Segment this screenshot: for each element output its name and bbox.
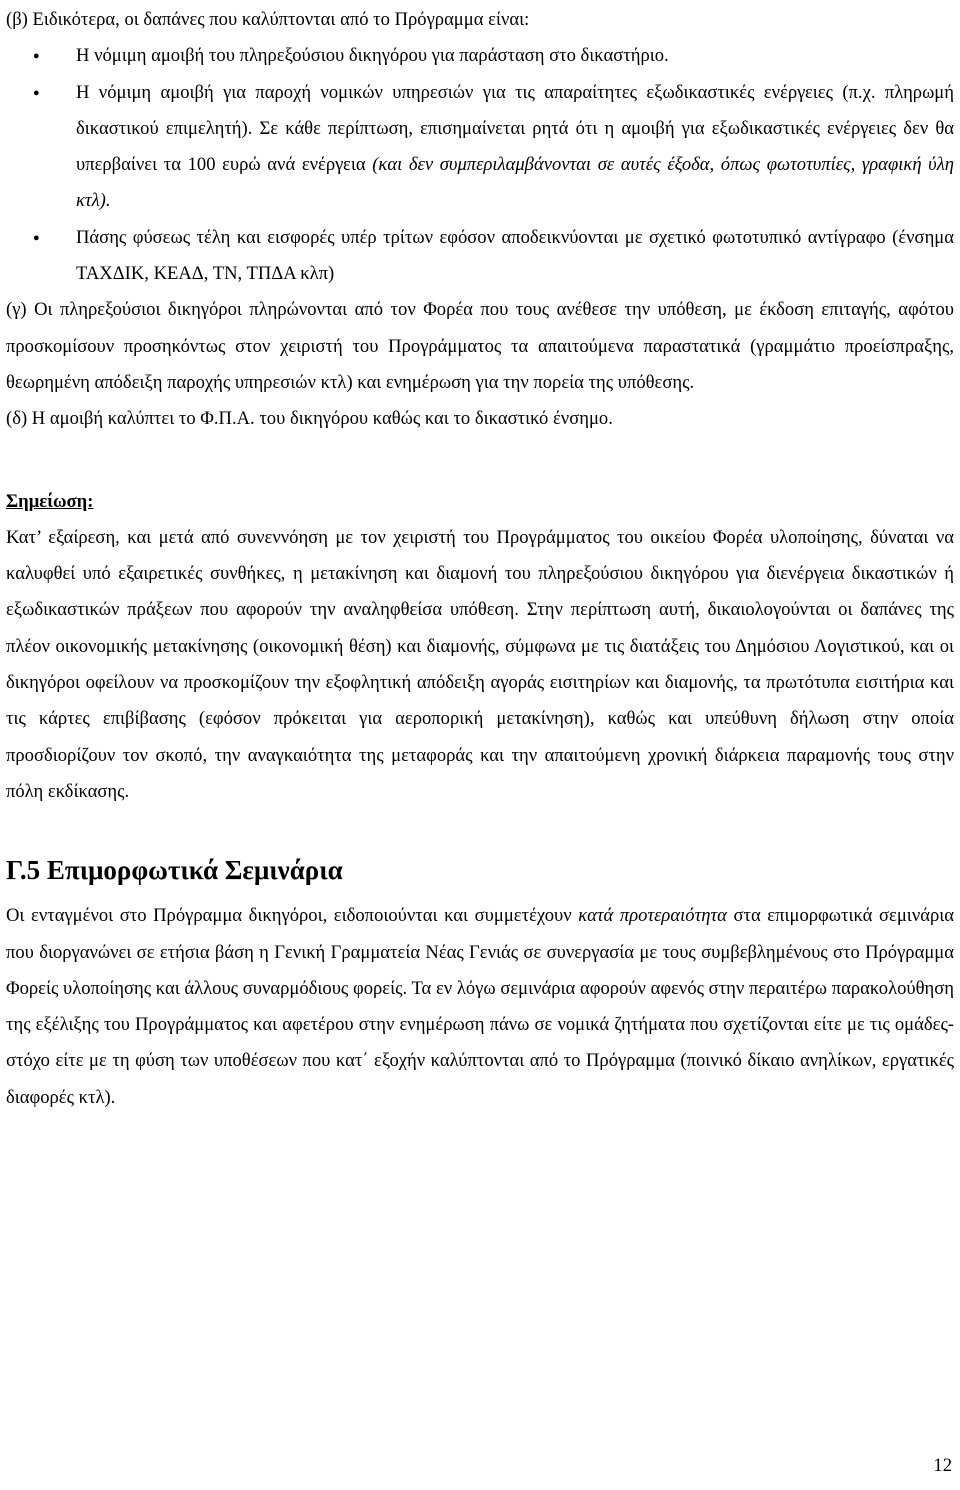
section-d-paragraph: (δ) Η αμοιβή καλύπτει το Φ.Π.Α. του δικηγόρου καθώς και το δικαστικό ένσημο. [6,408,613,430]
list-item: ● Η νόμιμη αμοιβή του πληρεξούσιου δικηγόρου για παράσταση στο δικαστήριο. [6,38,954,74]
section-b-bullet-list [6,38,954,292]
list-item: ● Η νόμιμη αμοιβή για παροχή νομικών υπηρεσιών για τις απαραίτητες εξωδικαστικές ενέργειες (π.χ. πληρωμή δικαστικού επιμελητή). Σε κάθε περίπτωση, επισημαίνεται ρητά ότι η αμοιβή για εξωδικαστικές ενέργειες δεν θα υπερβαίνει τα 100 ευρώ ανά ενέργεια (και δεν συμπεριλαμβάνονται σε αυτές έξοδα, όπως φωτοτυπίες, γραφική ύλη κτλ). [6,75,954,220]
section-heading-g5: Γ.5 Επιμορφωτικά Σεμινάρια [6,855,343,886]
list-item: ● Πάσης φύσεως τέλη και εισφορές υπέρ τρίτων εφόσον αποδεικνύονται με σχετικό φωτοτυπικό αντίγραφο (ένσημα ΤΑΧΔΙΚ, ΚΕΑΔ, ΤΝ, ΤΠΔΑ κλπ) [6,220,954,293]
note-paragraph: Κατ’ εξαίρεση, και μετά από συνεννόηση με τον χειριστή του Προγράμματος του οικείου Φορέα υλοποίησης, δύναται να καλυφθεί υπό εξαιρετικές συνθήκες, η μετακίνηση και διαμονή του πληρεξούσιου δικηγόρου για διενέργεια δικαστικών ή εξωδικαστικών πράξεων που αφορούν την αναληφθείσα υπόθεση. Στην περίπτωση αυτή, δικαιολογούνται οι δαπάνες της πλέον οικονομικής μετακίνησης (οικονομική θέση) και διαμονής, σύμφωνα με τις διατάξεις του Δημόσιου Λογιστικού, και οι δικηγόροι οφείλουν να προσκομίζουν την εξοφλητική απόδειξη αγοράς εισιτηρίων και διαμονής, τα πρωτότυπα εισιτήρια και τις κάρτες επιβίβασης (εφόσον πρόκειται για αεροπορική μετακίνηση), καθώς και υπεύθυνη δήλωση στην οποία προσδιορίζουν τον σκοπό, την αναγκαιότητα της μεταφοράς και την απαιτούμενη χρονική διάρκεια παραμονής τους στην πόλη εκδίκασης. [6,526,954,802]
document-page [6,0,954,1116]
section-c-paragraph: (γ) Οι πληρεξούσιοι δικηγόροι πληρώνονται από τον Φορέα που τους ανέθεσε την υπόθεση, με έκδοση επιταγής, αφότου προσκομίσουν προσηκόντως στον χειριστή του Προγράμματος τα απαιτούμενα παραστατικά (γραμμάτιο προείσπραξης, θεωρημένη απόδειξη παροχής υπηρεσιών κτλ) και ενημέρωση για την πορεία της υπόθεσης. [6,299,954,393]
note-title: Σημείωση: [6,490,94,512]
section-g5-paragraph: Οι ενταγμένοι στο Πρόγραμμα δικηγόροι, ειδοποιούνται και συμμετέχουν κατά προτεραιότητα στα επιμορφωτικά σεμινάρια που διοργανώνει σε ετήσια βάση η Γενική Γραμματεία Νέας Γενιάς σε συνεργασία με τους συμβεβλημένους στο Πρόγραμμα Φορείς υλοποίησης και άλλους συναρμόδιους φορείς. Τα εν λόγω σεμινάρια αφορούν αφενός στην περαιτέρω παρακολούθηση της εξέλιξης του Προγράμματος και αφετέρου στην ενημέρωση πάνω σε νομικά ζητήματα που σχετίζονται είτε με τις ομάδες-στόχο είτε με τη φύση των υποθέσεων που κατ΄ εξοχήν καλύπτονται από το Πρόγραμμα (ποινικό δίκαιο ανηλίκων, εργατικές διαφορές κτλ). [6,905,954,1108]
section-b-intro: (β) Ειδικότερα, οι δαπάνες που καλύπτονται από το Πρόγραμμα είναι: [6,9,530,30]
page-number: 12 [933,1455,952,1476]
